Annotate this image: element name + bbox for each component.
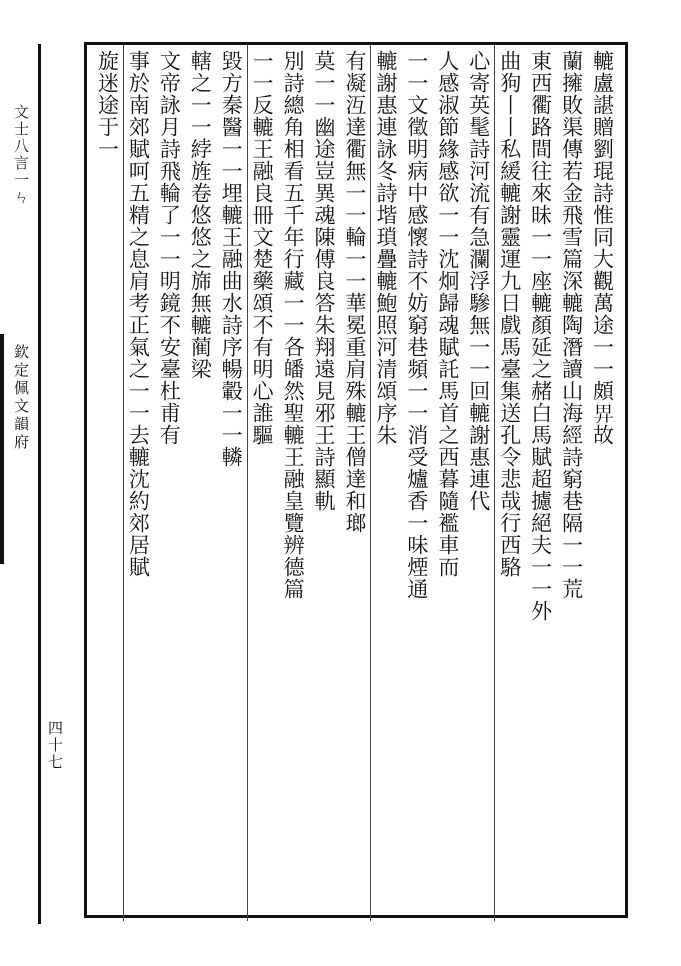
book-label: 欽定佩文韻府: [12, 344, 30, 452]
text-column: 一一文徵明病中感懷詩不妨窮巷頻一一消受爐香一味煙通: [404, 50, 429, 600]
text-column: 東西衢路間往來昧一一座轆顏延之赭白馬賦超攄絕夫一一外: [528, 50, 553, 622]
folio-number: 四十七: [46, 720, 64, 771]
edge-rule: [38, 44, 41, 924]
text-column: 莫一一幽途豈異魂陳傅良答朱翔遠見邪王詩顯軌: [312, 50, 337, 512]
page-edge: [0, 44, 38, 924]
text-column: 轆盧諶贈劉琨詩惟同大觀萬途一一頗𢌿故: [590, 50, 615, 446]
running-head: 文士八言一ㄣ: [12, 104, 30, 206]
column-divider: [494, 45, 495, 921]
text-column: 人感淑節緣感欲一一沈炯歸魂賦託馬首之西暮隨襤車而: [435, 50, 460, 578]
text-column: 一一反轆王融良冊文楚藥頌不有明心誰驅: [250, 50, 275, 446]
text-column: 蘭擁敗渠傳若金飛雪篇深轆陶潛讀山海經詩窮巷隔一一荒: [559, 50, 584, 600]
text-column: 轆謝惠連詠冬詩堦瑣疊轆鮑照河清頌序朱: [373, 50, 398, 446]
text-column: 心寄英髦詩河流有急瀾浮驂無一一回轆謝惠連代: [466, 50, 491, 512]
column-divider: [370, 45, 371, 921]
text-column: 曲狗丨丨私緩轆謝靈運九日戲馬臺集送孔令悲哉行西駱: [497, 50, 522, 578]
text-column: 有凝沍達衢無一一輪一一華冕重肩殊轆王僧達和瑯: [343, 50, 367, 534]
column-divider: [123, 45, 124, 921]
text-column: 轄之一一綍旌卷悠悠之旆無轆蔺梁: [188, 50, 213, 380]
column-divider: [247, 45, 248, 921]
text-column: 文帝詠月詩飛輪了一一明鏡不安臺杜甫有: [157, 50, 182, 446]
text-column: 事於南郊賦呵五精之息肩考正氣之一一去轆沈約郊居賦: [126, 50, 151, 578]
text-column: 別詩總角相看五千年行藏一一各皤然聖轆王融皇覽辨德篇: [281, 50, 306, 600]
text-column: 旋迷途于一: [95, 50, 120, 160]
text-column: 毀方秦醫一一埋轆王融曲水詩序暢轂一一轔: [219, 50, 244, 468]
